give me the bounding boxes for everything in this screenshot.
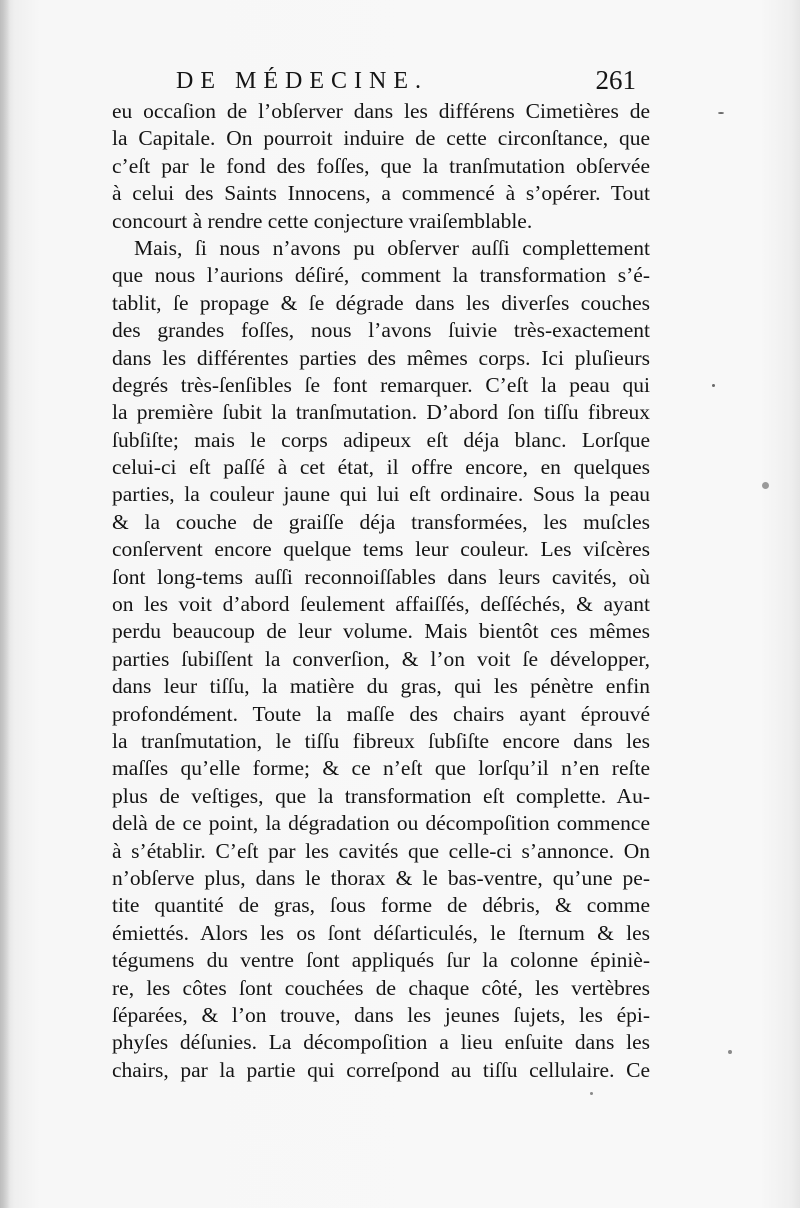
text-line: n’obſerve plus, dans le thorax & le bas-ventre, qu’une pe- [112,865,650,890]
paper-speck [718,112,724,114]
text-line: & la couche de graiſſe déja transformées, les muſcles [112,509,650,534]
text-line: ſont long-tems auſſi reconnoiſſables dans leurs cavités, où [112,564,650,589]
text-line: degrés très-ſenſibles ſe font remarquer. C’eſt la peau qui [112,372,650,397]
text-line: que nous l’aurions déſiré, comment la transformation s’é- [112,263,650,288]
text-line: parties ſubiſſent la converſion, & l’on voit ſe développer, [112,646,650,671]
text-line: conſervent encore quelque tems leur couleur. Les viſcères [112,537,650,562]
text-line: plus de veſtiges, que la transformation eſt complette. Au- [112,783,650,808]
text-line: tite quantité de gras, ſous forme de débris, & comme [112,893,650,918]
running-head: DE MÉDECINE. [176,68,428,94]
text-line: maſſes qu’elle forme; & ce n’eſt que lorſqu’il n’en reſte [112,756,650,781]
text-line: re, les côtes ſont couchées de chaque côté, les vertèbres [112,975,650,1000]
paper-speck [728,1050,732,1054]
text-line: phyſes déſunies. La décompoſition a lieu enſuite dans les [112,1030,650,1055]
text-line: dans leur tiſſu, la matière du gras, qui les pénètre enfin [112,674,650,699]
text-line: la Capitale. On pourroit induire de cette circonſtance, que [112,126,650,151]
text-line: profondément. Toute la maſſe des chairs ayant éprouvé [112,701,650,726]
text-line: à celui des Saints Innocens, a commencé à s’opérer. Tout [112,181,650,206]
text-line: on les voit d’abord ſeulement affaiſſés, deſſéchés, & ayant [112,592,650,617]
text-line: ſubſiſte; mais le corps adipeux eſt déja blanc. Lorſque [112,427,650,452]
text-line: eu occaſion de l’obſerver dans les différens Cimetières de [112,99,650,123]
text-line: tablit, ſe propage & ſe dégrade dans les diverſes couches [112,290,650,315]
text-line: émiettés. Alors les os ſont déſarticulés, le ſternum & les [112,920,650,945]
paper-speck [590,1092,593,1095]
text-line: celui-ci eſt paſſé à cet état, il offre encore, en quelques [112,455,650,480]
text-line: ſéparées, & l’on trouve, dans les jeunes ſujets, les épi- [112,1002,650,1027]
text-line: concourt à rendre cette conjecture vraiſemblable. [112,208,533,233]
paper-speck [762,482,769,489]
text-line: la tranſmutation, le tiſſu fibreux ſubſiſte encore dans les [112,728,650,753]
page-edge-shadow [0,0,10,1208]
text-line: perdu beaucoup de leur volume. Mais bientôt ces mêmes [112,619,650,644]
text-line: chairs, par la partie qui correſpond au tiſſu cellulaire. Ce [112,1057,650,1082]
text-line: la première ſubit la tranſmutation. D’abord ſon tiſſu fibreux [112,400,650,425]
text-line: c’eſt par le fond des foſſes, que la tranſmutation obſervée [112,153,650,178]
text-line: delà de ce point, la dégradation ou décompoſition commence [112,811,650,836]
paper-speck [712,384,715,387]
page-number: 261 [595,65,636,95]
text-line: dans les différentes parties des mêmes corps. Ici pluſieurs [112,345,650,370]
text-line: parties, la couleur jaune qui lui eſt ordinaire. Sous la peau [112,482,650,507]
text-line: des grandes foſſes, nous l’avons ſuivie très-exactement [112,318,650,343]
page-header [176,65,636,102]
body-text [112,98,650,1084]
text-line: tégumens du ventre ſont appliqués ſur la colonne épiniè- [112,948,650,973]
text-line: Mais, ſi nous n’avons pu obſerver auſſi complettement [134,235,650,260]
text-line: à s’établir. C’eſt par les cavités que celle-ci s’annonce. On [112,838,650,863]
